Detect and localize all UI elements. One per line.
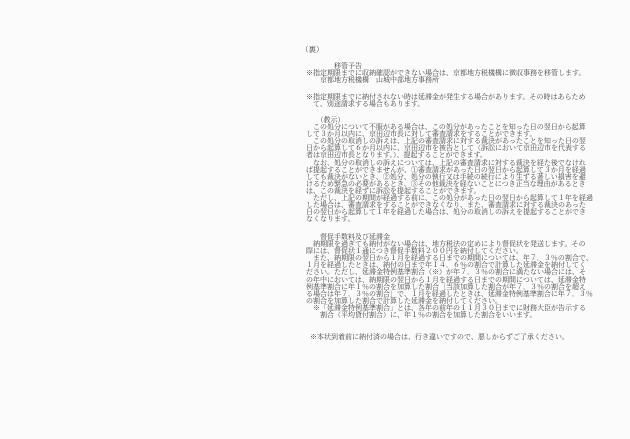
text-line: 京都地方税機構 山城中部地方事務所 — [306, 76, 439, 85]
text-line: しても裁決がないとき、②処分、処分の執行又は手続の続行により生ずる著しい損害を避 — [306, 172, 586, 181]
text-line: なくなります。 — [306, 215, 355, 224]
text-line: 割合（平均貸付割合）に、年１％の割合を加算した割合をいいます。 — [306, 311, 537, 320]
text-line: １月を経過したときは、納付の日まで年１４．６％の割合で計算した延滞金を納付してく — [306, 261, 586, 270]
text-line: して３か月以内に、京田辺市長に対して審査請求をすることができます。 — [306, 130, 537, 139]
text-line: て、別途請求する場合もあります。 — [306, 100, 425, 109]
text-line: 日から起算して６か月以内に、京田辺市を被告として（訴訟において京田辺市を代表する — [306, 144, 586, 153]
text-line: 例基準割合に年１％の割合を加算した割合〔当該加算した割合が年７．３％の割合を超え — [306, 282, 586, 291]
text-line: ※指定期限までに収納確認ができない場合は、京都地方税機構に徴収事務を移管します。 — [306, 69, 586, 78]
text-line: ※「延滞金特例基準割合」とは、各年の前年の１１月３０日までに財務大臣が告示する — [306, 303, 586, 312]
demand-fee-section — [306, 234, 593, 319]
text-line: けるため緊急の必要があるとき、③その他裁決を経ないことにつき正当な理由があるとき — [306, 179, 586, 188]
text-line: る場合は年７．３％の割合〕で、１月を経過したときは、延滞金特例基準割合に年７．３％ — [306, 289, 593, 298]
text-line: 者は京田辺市長となります。）、提起することができます。 — [306, 151, 487, 160]
text-line: この処分について不服がある場合は、この処分があったことを知った日の翌日から起算 — [306, 123, 586, 132]
text-line: の年中においては、納期限の翌日から１月を経過する日までの期間については、延滞金特 — [306, 275, 586, 284]
text-line: なお、処分の取消しの訴えについては、上記の審査請求に対する裁決を経た後でなけれ — [306, 158, 586, 167]
text-line: 督促手数料及び延滞金 — [306, 233, 390, 241]
text-line: この処分の取消しの訴えは、上記の審査請求に対する裁決があったことを知った日の翌 — [306, 137, 586, 146]
text-line: 日の翌日から起算して１年を経過した場合は、処分の取消しの訴えを提起することができ — [306, 208, 586, 217]
remedy-instruction-section — [306, 117, 593, 223]
text-line: （教示） — [306, 116, 345, 124]
text-line: ださい。ただし、延滞金特例基準割合（※）が年７．３％の割合に満たない場合には、そ — [306, 268, 586, 277]
text-line: 移管予告 — [306, 62, 362, 70]
text-line: ※指定期限までに納付されない時は延滞金が発生する場合があります。その時はあらため — [306, 93, 586, 101]
text-line: は、この裁決を経ずに訴訟を提起することができます。 — [306, 186, 481, 195]
text-line: ただし、上記の期間が経過する前に、この処分があった日の翌日から起算して１年を経過 — [306, 194, 593, 203]
text-line: ※本状到着前に納付済の場合は、行き違いですので、悪しからずご了承ください。 — [310, 333, 569, 341]
text-line: 際には、督促状１通につき督促手数料２００円を納付してください。 — [306, 247, 523, 256]
page-side-label: （裏） — [301, 45, 324, 54]
text-line: の割合を加算した割合で計算した延滞金を納付してください。 — [306, 296, 502, 305]
text-line: した場合は、審査請求をすることができなくなり、また、審査請求に対する裁決のあった — [306, 201, 586, 210]
text-line: ば提起することができませんが、①審査請求があった日の翌日から起算して３か月を経過 — [306, 165, 586, 174]
crossing-note — [310, 334, 569, 341]
delinquency-warning-section — [306, 94, 585, 108]
text-line: 納期限を過ぎても納付がない場合は、地方税法の定めにより督促状を発送します。その — [306, 240, 586, 249]
transfer-notice-section — [306, 63, 585, 84]
text-line: また、納期限の翌日から１月を経過する日までの期間については、年７．３％の割合で、 — [306, 254, 593, 263]
